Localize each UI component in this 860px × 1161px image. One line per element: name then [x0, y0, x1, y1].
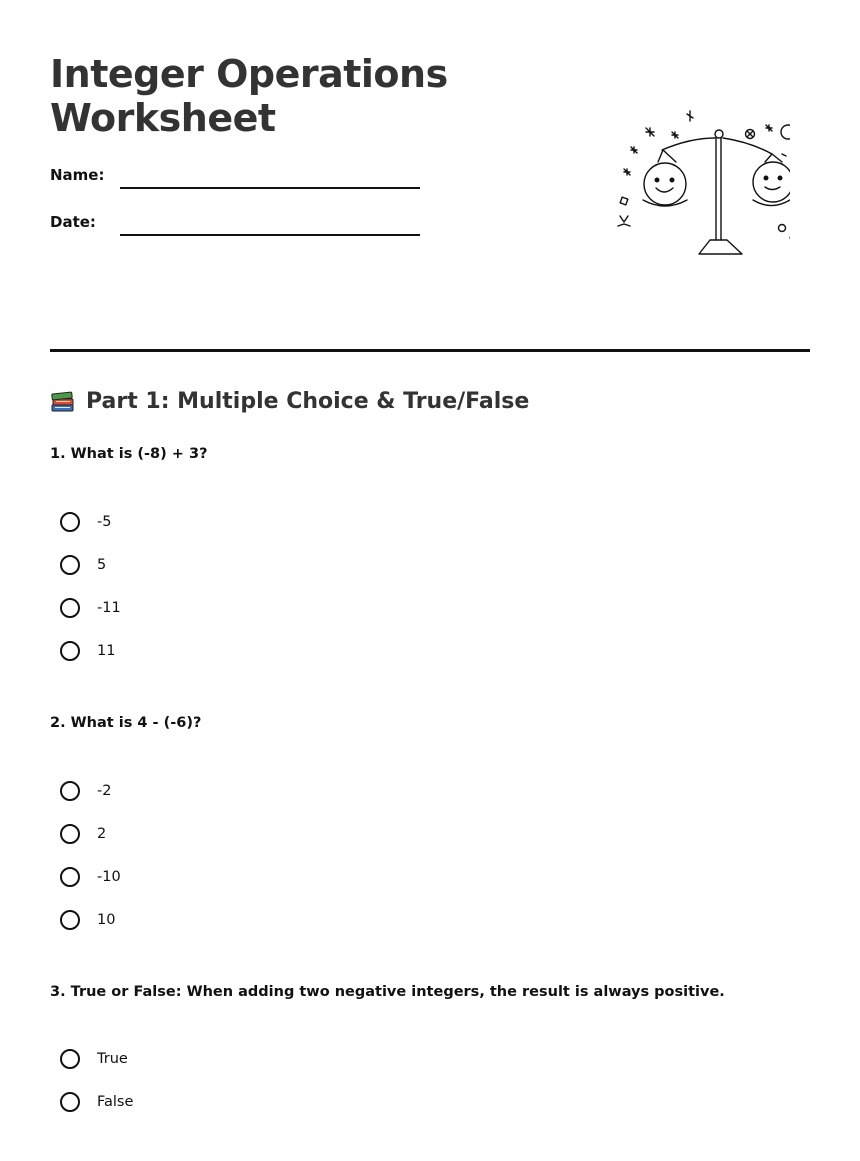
question-2: 2. What is 4 - (-6)? — [50, 715, 202, 731]
part1-heading-text: Part 1: Multiple Choice & True/False — [86, 388, 530, 414]
worksheet-page — [50, 0, 810, 1161]
radio-button[interactable] — [60, 641, 80, 661]
option-label: -11 — [97, 600, 121, 616]
part1-heading — [50, 388, 529, 414]
radio-button[interactable] — [60, 824, 80, 844]
date-field[interactable] — [120, 234, 420, 236]
q2-option-b[interactable] — [60, 821, 106, 847]
date-label: Date: — [50, 213, 96, 231]
q1-option-c[interactable] — [60, 595, 121, 621]
question-3: 3. True or False: When adding two negative integers, the result is always positive. — [50, 984, 725, 1000]
option-label: True — [97, 1051, 128, 1067]
q3-option-false[interactable] — [60, 1089, 133, 1115]
q3-option-true[interactable] — [60, 1046, 128, 1072]
option-label: -2 — [97, 783, 112, 799]
section-divider — [50, 349, 810, 352]
question-1: 1. What is (-8) + 3? — [50, 446, 208, 462]
option-label: -5 — [97, 514, 112, 530]
q1-option-d[interactable] — [60, 638, 115, 664]
option-label: 5 — [97, 557, 107, 573]
radio-button[interactable] — [60, 512, 80, 532]
option-label: 11 — [97, 643, 116, 659]
q2-option-a[interactable] — [60, 778, 111, 804]
radio-button[interactable] — [60, 598, 80, 618]
q2-option-c[interactable] — [60, 864, 121, 890]
radio-button[interactable] — [60, 1092, 80, 1112]
radio-button[interactable] — [60, 1049, 80, 1069]
q1-option-b[interactable] — [60, 552, 106, 578]
books-icon — [50, 388, 76, 414]
option-label: False — [97, 1094, 134, 1110]
q1-option-a[interactable] — [60, 509, 111, 535]
radio-button[interactable] — [60, 910, 80, 930]
radio-button[interactable] — [60, 555, 80, 575]
option-label: -10 — [97, 869, 121, 885]
option-label: 10 — [97, 912, 116, 928]
option-label: 2 — [97, 826, 107, 842]
radio-button[interactable] — [60, 781, 80, 801]
balance-scale-icon — [560, 100, 790, 265]
page-title: Integer Operations Worksheet — [50, 52, 448, 140]
radio-button[interactable] — [60, 867, 80, 887]
name-label: Name: — [50, 166, 105, 184]
name-field[interactable] — [120, 187, 420, 189]
q2-option-d[interactable] — [60, 907, 115, 933]
